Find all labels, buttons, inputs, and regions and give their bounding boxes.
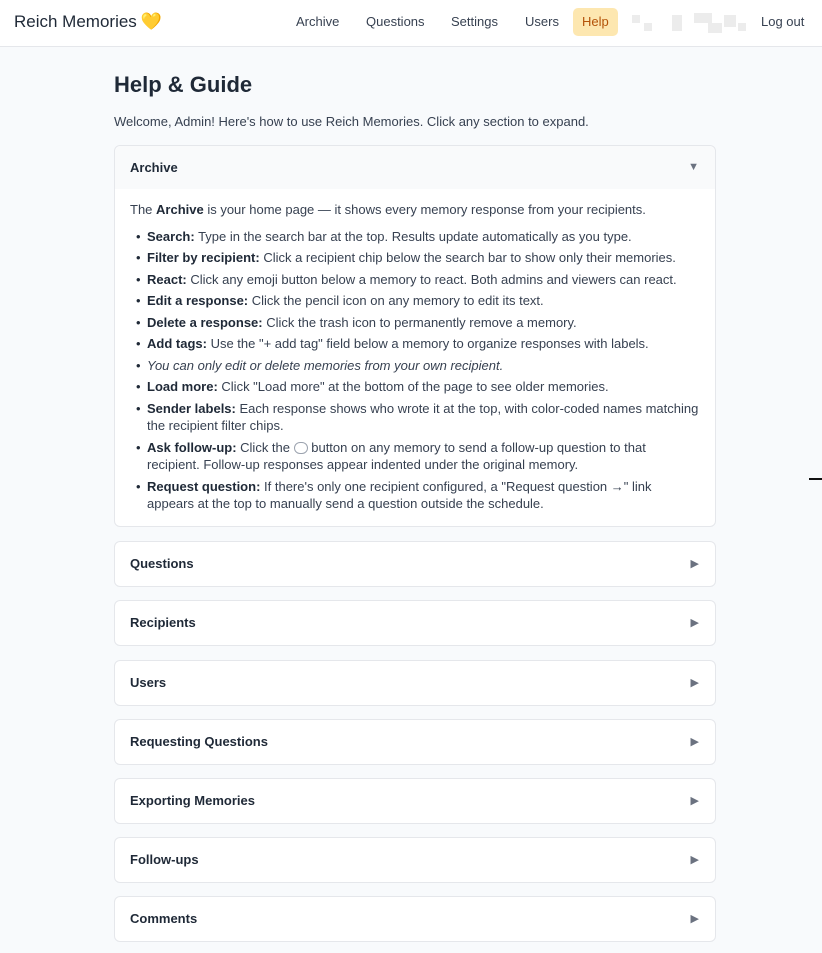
section-title: Comments [130,911,198,926]
chevron-down-icon: ▼ [688,161,699,173]
section-title: Archive [130,160,178,175]
section-archive-header[interactable] [115,146,715,189]
main-content [114,70,716,926]
section-title: Users [130,675,167,690]
section-recipients[interactable] [114,600,716,646]
archive-help-list [130,228,700,513]
scroll-marker [809,478,822,480]
section-comments[interactable] [114,896,716,942]
section-title: Exporting Memories [130,793,255,808]
section-exporting-memories[interactable] [114,778,716,824]
list-item: • Request question: If there's only one recipient configured, a "Request question →" link appears at the top to manually send a question outside the schedule. [147,478,700,513]
nav-help[interactable]: Help [573,8,618,36]
section-follow-ups[interactable] [114,837,716,883]
chevron-right-icon: ▶ [690,677,699,689]
list-item: • Edit a response: Click the pencil icon on any memory to edit its text. [147,292,700,310]
brand-logo[interactable] [14,12,162,32]
speech-bubble-icon [294,442,308,454]
section-recipients-header[interactable] [115,601,715,645]
list-item: • Add tags: Use the "+ add tag" field below a memory to organize responses with labels. [147,335,700,353]
section-users[interactable] [114,660,716,706]
section-questions-header[interactable] [115,542,715,586]
list-item: • Ask follow-up: Click the button on any memory to send a follow-up question to that recipient. Follow-up responses appear indented under the original memory. [147,439,700,474]
chevron-right-icon: ▶ [690,913,699,925]
nav-archive[interactable]: Archive [296,14,340,29]
section-questions[interactable] [114,541,716,587]
section-requesting-questions[interactable] [114,719,716,765]
list-item: • Search: Type in the search bar at the top. Results update automatically as you type. [147,228,700,246]
section-title: Follow-ups [130,852,199,867]
section-users-header[interactable] [115,661,715,705]
section-requesting-questions-header[interactable] [115,720,715,764]
section-archive [114,145,716,527]
brand-name: Reich Memories [14,12,137,31]
section-title: Recipients [130,615,196,630]
page-title: Help & Guide [114,72,253,97]
archive-lead: The Archive is your home page — it shows every memory response from your recipients. [130,202,646,217]
list-item: • Filter by recipient: Click a recipient chip below the search bar to show only their memories. [147,249,700,267]
section-comments-header[interactable] [115,897,715,941]
chevron-right-icon: ▶ [690,617,699,629]
chevron-right-icon: ▶ [690,795,699,807]
logout-link[interactable]: Log out [761,14,805,29]
nav-users[interactable]: Users [525,14,559,29]
section-archive-body [115,189,715,529]
list-item: • React: Click any emoji button below a memory to react. Both admins and viewers can react. [147,271,700,289]
chevron-right-icon: ▶ [690,854,699,866]
intro-text: Welcome, Admin! Here's how to use Reich Memories. Click any section to expand. [114,114,589,129]
section-exporting-memories-header[interactable] [115,779,715,823]
list-item: • Load more: Click "Load more" at the bottom of the page to see older memories. [147,378,700,396]
section-follow-ups-header[interactable] [115,838,715,882]
redacted-user-info [632,13,748,33]
list-item: • Sender labels: Each response shows who wrote it at the top, with color-coded names matching the recipient filter chips. [147,400,700,435]
list-item: • You can only edit or delete memories from your own recipient. [147,357,700,375]
nav-settings[interactable]: Settings [451,14,498,29]
nav-questions[interactable]: Questions [366,14,425,29]
section-title: Questions [130,556,194,571]
chevron-right-icon: ▶ [690,736,699,748]
section-title: Requesting Questions [130,734,268,749]
top-navbar [0,0,822,47]
yellow-heart-icon: 💛 [140,12,162,31]
chevron-right-icon: ▶ [690,558,699,570]
list-item: • Delete a response: Click the trash icon to permanently remove a memory. [147,314,700,332]
